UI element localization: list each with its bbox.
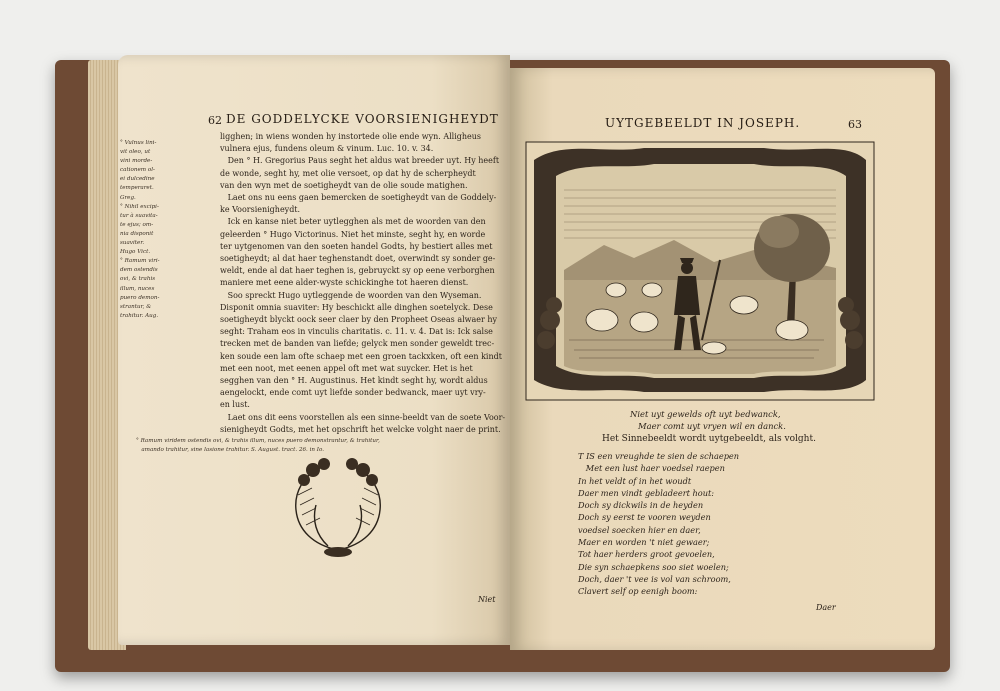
right-page-number: 63 <box>848 118 862 131</box>
left-margin-notes: ° Vulnus lini- vit oleo, ut vini morde- cationem ol- ei dulcedine temperaret. Greg. ° Nihil excipi- tur à suavita- te ejus; om- nia disponit suaviter. Hugo Vict. ° Ramum viri- dem ostendis ovi, & trahis illum, nuces puero demon- strantur, & trahitur. Aug. <box>120 140 160 319</box>
shepherd-engraving <box>524 140 876 402</box>
cornucopia-ornament <box>268 450 408 560</box>
left-page <box>118 55 510 645</box>
left-page-footnote: ° Ramum viridem ostendis ovi, & trahis illum, nuces puero demonstrantur, & trahitur, amando trahitur, sine lasione trahitur. S. August. tract. 26. in Io. <box>136 438 380 453</box>
left-page-body: ligghen; in wiens wonden hy instortede olie ende wyn. Alligheus vulnera ejus, fundens oleum & vinum. Luc. 10. v. 34. Den ° H. Gregorius Paus seght het aldus wat breeder uyt. Hy heeft de wonde, seght hy, met olie versoet, op dat hy de scherpheydt van den wyn met de soetigheydt van de olie soude matighen. Laet ons nu eens gaen bemercken de soetigheydt van de Goddely- ke Voorsienigheydt. Ick en kanse niet beter uytlegghen als met de woorden van den geleerden ° Hugo Victorinus. Niet het minste, seght hy, en worde ter uytgenomen van den soeten handel Godts, hy bestiert alles met soetigheydt; al dat haer teghenstandt doet, overwindt sy sonder ge- weldt, ende al dat haer teghen is, gebruyckt sy op eene verborghen maniere met eene alder-wyste schickinghe tot haeren dienst. Soo spreckt Hugo uytleggende de woorden van den Wyseman. Disponit omnia suaviter: Hy beschickt alle dinghen soetelyck. Dese soetigheydt blyckt oock seer claer by den Propheet Oseas alwaer hy seght: Traham eos in vinculis charitatis. c. 11. v. 4. Dat is: Ick salse trecken met de banden van liefde; gelyck men sonder geweldt trec- ken soude een lam ofte schaep met een groen tackxken, oft een kindt met een noot, met eenen appel oft met wat suycker. Het is het segghen van den ° H. Augustinus. Het kindt seght hy, wordt aldus aengelockt, ende comt uyt liefde sonder bedwanck, maer uyt vry- en lust. Laet ons dit eens voorstellen als een sinne-beeldt van de soete Voor- sienigheydt Godts, met het opschrift het welcke volght naer de print. <box>220 132 506 435</box>
right-page <box>510 68 935 650</box>
emblem-intro: Het Sinnebeeldt wordt uytgebeeldt, als volght. <box>602 434 816 444</box>
left-page-number: 62 <box>208 114 222 127</box>
engraving-caption-line1: Niet uyt gewelds oft uyt bedwanck, <box>630 409 781 419</box>
emblem-poem: T IS een vreughde te sien de schaepen Met een lust haer voedsel raepen In het veldt of in het woudt Daer men vindt gebladeert hout: Doch sy dickwils in de heyden Doch sy eerst te vooren weyden voedsel soecken hier en daer, Maer en worden 't niet gewaer; Tot haer herders groot gevoelen, Die syn schaepkens soo siet woelen; Doch, daer 't vee is vol van schroom, Clavert self op eenigh boom: <box>578 451 740 597</box>
left-catchword: Niet <box>478 595 496 604</box>
engraving-caption-line2: Maer comt uyt vryen wil en danck. <box>638 421 786 431</box>
right-catchword: Daer <box>816 603 836 612</box>
right-page-header: UYTGEBEELDT IN JOSEPH. <box>605 116 801 130</box>
left-page-header: DE GODDELYCKE VOORSIENIGHEYDT <box>226 112 499 126</box>
